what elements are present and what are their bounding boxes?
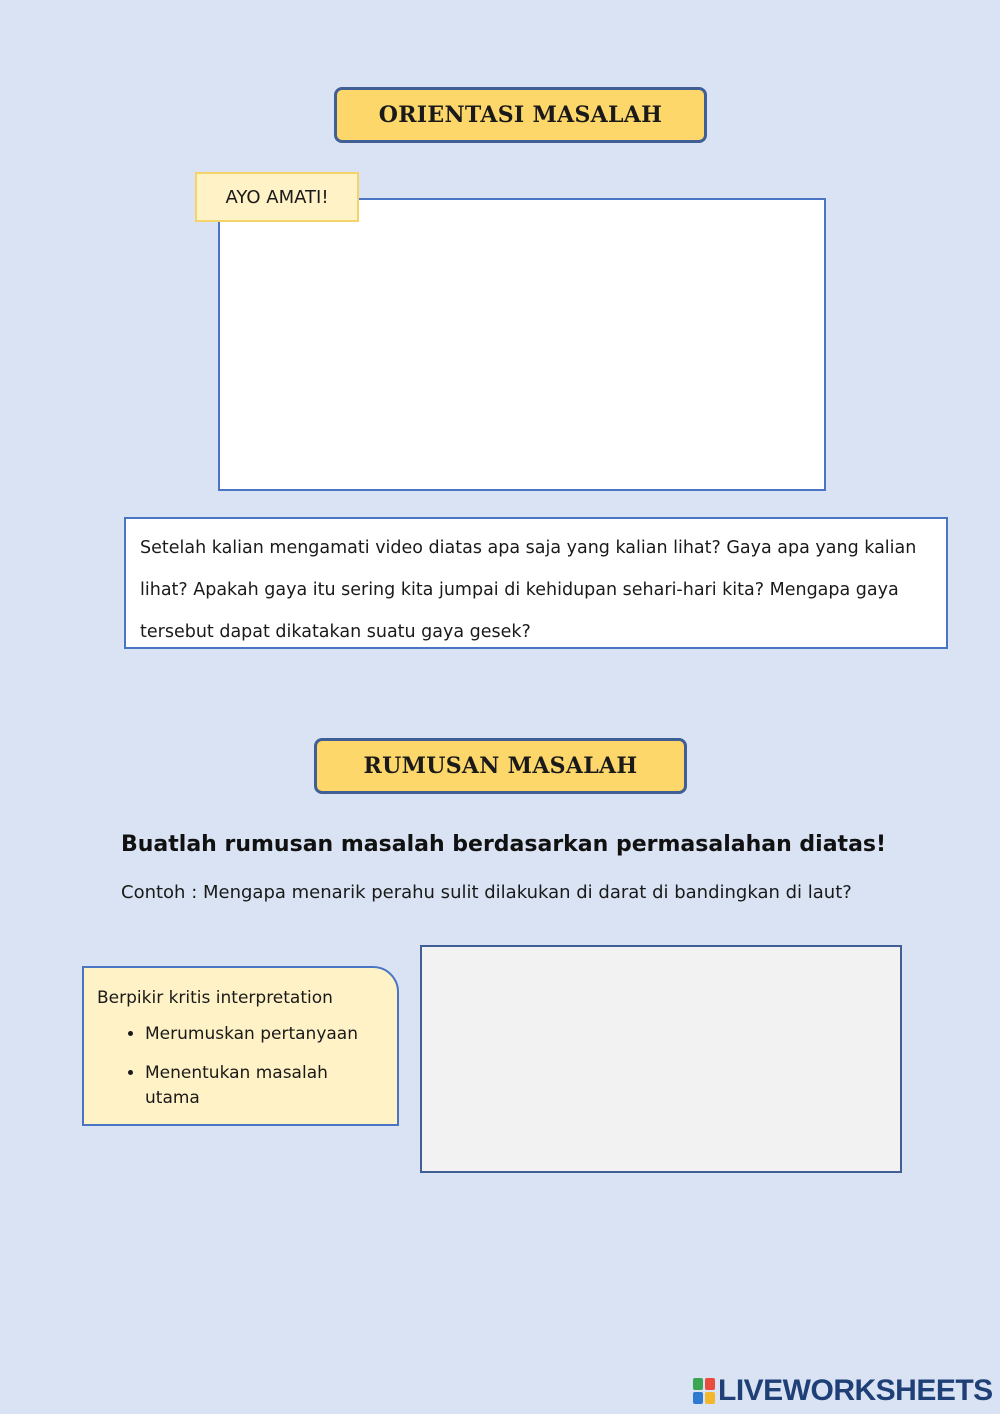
- liveworksheets-logo-icon: [693, 1378, 715, 1404]
- orientasi-masalah-heading: ORIENTASI MASALAH: [334, 87, 707, 143]
- example-text: Contoh : Mengapa menarik perahu sulit dilakukan di darat di bandingkan di laut?: [121, 882, 852, 903]
- note-item-2: • Menentukan masalah utama: [145, 1061, 387, 1111]
- ayo-amati-tag: AYO AMATI!: [195, 172, 359, 222]
- rumusan-masalah-heading: RUMUSAN MASALAH: [314, 738, 687, 794]
- note-title: Berpikir kritis interpretation: [97, 988, 333, 1008]
- video-frame[interactable]: [218, 198, 826, 491]
- answer-input-box[interactable]: [420, 945, 902, 1173]
- observation-question: Setelah kalian mengamati video diatas apa saja yang kalian lihat? Gaya apa yang kalian lihat? Apakah gaya itu sering kita jumpai di kehidupan sehari-hari kita? Mengapa gaya tersebut dapat dikatakan suatu gaya gesek?: [124, 517, 948, 649]
- liveworksheets-brand-text: LIVEWORKSHEETS: [718, 1374, 993, 1407]
- liveworksheets-brand: [693, 1374, 993, 1408]
- critical-thinking-note: [82, 966, 399, 1126]
- note-item-1: • Merumuskan pertanyaan: [145, 1022, 387, 1047]
- instruction-text: Buatlah rumusan masalah berdasarkan permasalahan diatas!: [121, 832, 887, 857]
- note-list: [97, 1022, 387, 1111]
